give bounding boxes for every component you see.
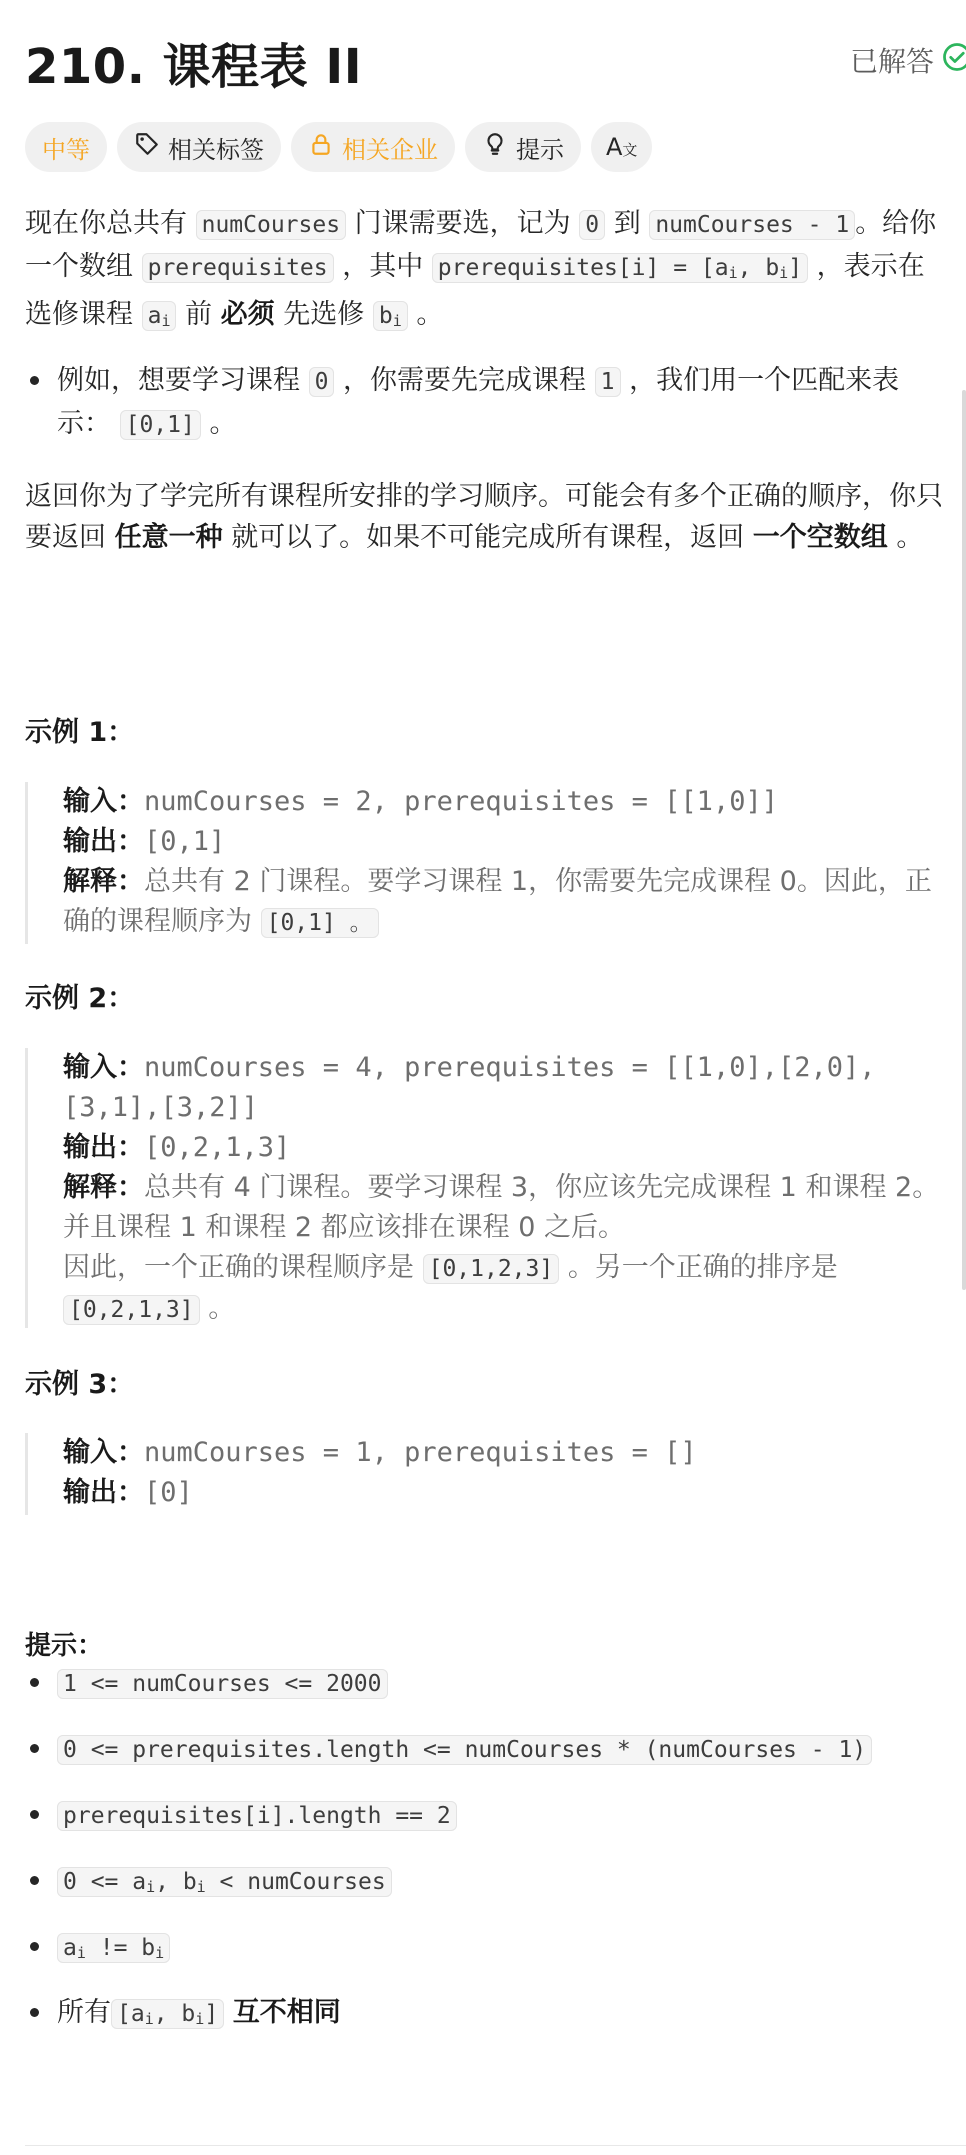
scrollbar[interactable] (962, 0, 966, 2155)
explain-text: 总共有 4 门课程。要学习课程 3，你应该先完成课程 1 和课程 2。并且课程 1 和课程 2 都应该排在课程 0 之后。 (63, 1172, 940, 1243)
text: 。给你一个数组 (25, 208, 937, 282)
text: 就可以了。如果不可能完成所有课程，返回 (231, 522, 745, 553)
output-value: [0,2,1,3] (144, 1132, 291, 1163)
output-value: [0,1] (144, 826, 226, 857)
inline-code (57, 1933, 170, 1963)
example-1-block (25, 782, 948, 944)
text: 例如，想要学习课程 (57, 365, 300, 396)
text: ，其中 (342, 251, 424, 282)
difficulty-badge[interactable] (25, 122, 107, 172)
bullet-dot (30, 1942, 39, 1951)
input-value: numCourses = 2, prerequisites = [[1,0]] (144, 786, 778, 817)
subscript: i (779, 264, 789, 282)
text: 返回你为了学完所有课程所安排的学习顺序。可能会有多个正确的顺序，你只要返回 (25, 481, 943, 553)
text: 现在你总共有 (25, 208, 187, 239)
subscript: i (155, 1944, 165, 1962)
solved-label: 已解答 (849, 45, 934, 78)
example-1-output (63, 822, 948, 862)
example-2-heading: 示例 2： (25, 983, 135, 1014)
example-3-input (63, 1433, 948, 1473)
problem-title: 210. 课程表 II (25, 39, 363, 95)
constraint-text (57, 1729, 948, 1770)
code-text: ] (204, 2001, 219, 2027)
constraint-item (25, 1927, 948, 1967)
example-3-heading: 示例 3： (25, 1369, 135, 1400)
text: 。 (416, 299, 444, 330)
translate-icon: A文 (606, 133, 638, 161)
description-paragraph-1 (25, 203, 948, 342)
subscript: i (196, 1878, 206, 1896)
tag-icon (134, 131, 160, 163)
example-2-explanation (63, 1168, 948, 1248)
text: 门课需要选，记为 (354, 208, 571, 239)
divider (25, 2145, 966, 2146)
inline-code (373, 301, 408, 331)
related-companies-button[interactable] (291, 122, 455, 172)
hint-button[interactable] (465, 122, 581, 172)
bullet-dot (30, 1678, 39, 1687)
explain-label: 解释： (63, 1172, 144, 1203)
example-2-explanation-cont (63, 1248, 948, 1330)
inline-code: 1 (595, 367, 621, 397)
inline-code (142, 253, 334, 283)
example-3-output (63, 1473, 948, 1513)
inline-code (142, 301, 177, 331)
subscript: i (392, 312, 402, 330)
example-1-input (63, 782, 948, 822)
constraint-text (57, 1993, 948, 2039)
inline-code (111, 1999, 224, 2029)
subscript: i (144, 2010, 154, 2028)
code-text: a (147, 303, 162, 329)
inline-code: [0,2,1,3] (63, 1295, 200, 1325)
explain-text: 。另一个正确的排序是 (567, 1252, 838, 1283)
output-value: [0] (144, 1477, 193, 1508)
subscript: i (161, 312, 171, 330)
inline-code (432, 253, 808, 283)
subscript: i (76, 1944, 86, 1962)
constraint-item (25, 1993, 948, 2033)
output-label: 输出： (63, 826, 144, 857)
bold-text: 一个空数组 (752, 522, 888, 553)
bold-text: 必须 (220, 299, 275, 330)
constraint-item (25, 1729, 948, 1769)
related-companies-label: 相关企业 (342, 135, 438, 164)
code-text: , b (153, 2001, 196, 2027)
input-label: 输入： (63, 1052, 144, 1083)
code-text: ] (788, 255, 803, 281)
bullet-dot (30, 2008, 39, 2017)
explain-text: 总共有 2 门课程。要学习课程 1，你需要先完成课程 0。因此，正确的课程顺序为 (63, 866, 932, 937)
code-text: prerequisites (147, 255, 328, 281)
inline-code: 0 (579, 210, 605, 240)
constraint-text (57, 1927, 948, 1973)
bullet-dot (30, 376, 39, 385)
code-text: [a (117, 2001, 145, 2027)
inline-code: numCourses - 1 (649, 210, 855, 240)
explain-text: 。 (208, 1293, 236, 1324)
related-tags-button[interactable] (117, 122, 281, 172)
text: 所有 (57, 1997, 111, 2028)
lock-icon (308, 131, 334, 163)
solved-status (850, 40, 966, 80)
constraint-text (57, 1861, 948, 1907)
constraint-item (25, 1795, 948, 1835)
hint-label: 提示 (516, 135, 564, 164)
constraint-item (25, 1861, 948, 1901)
related-tags-label: 相关标签 (168, 135, 264, 164)
text: 先选修 (283, 299, 365, 330)
subscript: i (728, 264, 738, 282)
constraint-text (57, 1795, 948, 1836)
bullet-dot (30, 1744, 39, 1753)
input-value: numCourses = 1, prerequisites = [] (144, 1437, 697, 1468)
subscript: i (195, 2010, 205, 2028)
inline-code: 0 (309, 367, 335, 397)
lightbulb-icon (482, 131, 508, 163)
input-label: 输入： (63, 1437, 144, 1468)
example-1-explanation (63, 862, 948, 943)
code-text: b (378, 303, 393, 329)
subscript: i (146, 1878, 156, 1896)
text: 到 (613, 208, 641, 239)
inline-code (57, 1867, 392, 1897)
text: ，你需要先完成课程 (343, 365, 587, 396)
inline-code: [0,1] (120, 410, 201, 440)
code-text: , b (737, 255, 780, 281)
inline-code: 0 <= prerequisites.length <= numCourses * (numCourses - 1) (57, 1735, 872, 1765)
text: 。 (209, 408, 237, 439)
translate-button[interactable] (591, 122, 652, 172)
explain-text: 因此，一个正确的课程顺序是 (63, 1252, 414, 1283)
output-label: 输出： (63, 1477, 144, 1508)
bullet-dot (30, 1810, 39, 1819)
inline-code: prerequisites[i].length == 2 (57, 1801, 457, 1831)
code-text: prerequisites[i] = [a (437, 255, 729, 281)
input-label: 输入： (63, 786, 144, 817)
tag-bar (25, 122, 652, 172)
example-2-block (25, 1048, 948, 1328)
output-label: 输出： (63, 1132, 144, 1163)
code-text: a (63, 1935, 77, 1961)
constraint-item (25, 1663, 948, 1703)
bold-text: 任意一种 (114, 522, 223, 553)
inline-code: [0,1] 。 (261, 908, 379, 938)
text: 。 (896, 522, 924, 553)
inline-code: numCourses (196, 210, 346, 240)
inline-code: 1 <= numCourses <= 2000 (57, 1669, 388, 1699)
text: ，我们用一个匹配来表示： (57, 365, 900, 439)
bullet-dot (30, 1876, 39, 1885)
text: 前 (185, 299, 213, 330)
text: ，表示在选修课程 (25, 251, 925, 330)
example-1-heading: 示例 1： (25, 717, 135, 748)
example-2-output (63, 1128, 948, 1168)
bullet-text (57, 360, 948, 446)
constraints-heading: 提示： (25, 1631, 104, 1661)
constraint-text (57, 1663, 948, 1704)
description-paragraph-2 (25, 476, 948, 558)
explain-label: 解释： (63, 866, 144, 897)
difficulty-label: 中等 (42, 135, 90, 164)
code-text: != b (85, 1935, 156, 1961)
example-2-input (63, 1048, 948, 1128)
bold-text: 互不相同 (232, 1997, 341, 2028)
example-3-block (25, 1433, 948, 1515)
code-text: , b (155, 1869, 197, 1895)
title-row (25, 28, 948, 95)
code-text: < numCourses (205, 1869, 386, 1895)
input-value: numCourses = 4, prerequisites = [[1,0],[2,0],[3,1],[3,2]] (63, 1052, 876, 1123)
inline-code: [0,1,2,3] (423, 1254, 560, 1284)
scrollbar-thumb[interactable] (962, 390, 966, 1290)
code-text: 0 <= a (63, 1869, 147, 1895)
